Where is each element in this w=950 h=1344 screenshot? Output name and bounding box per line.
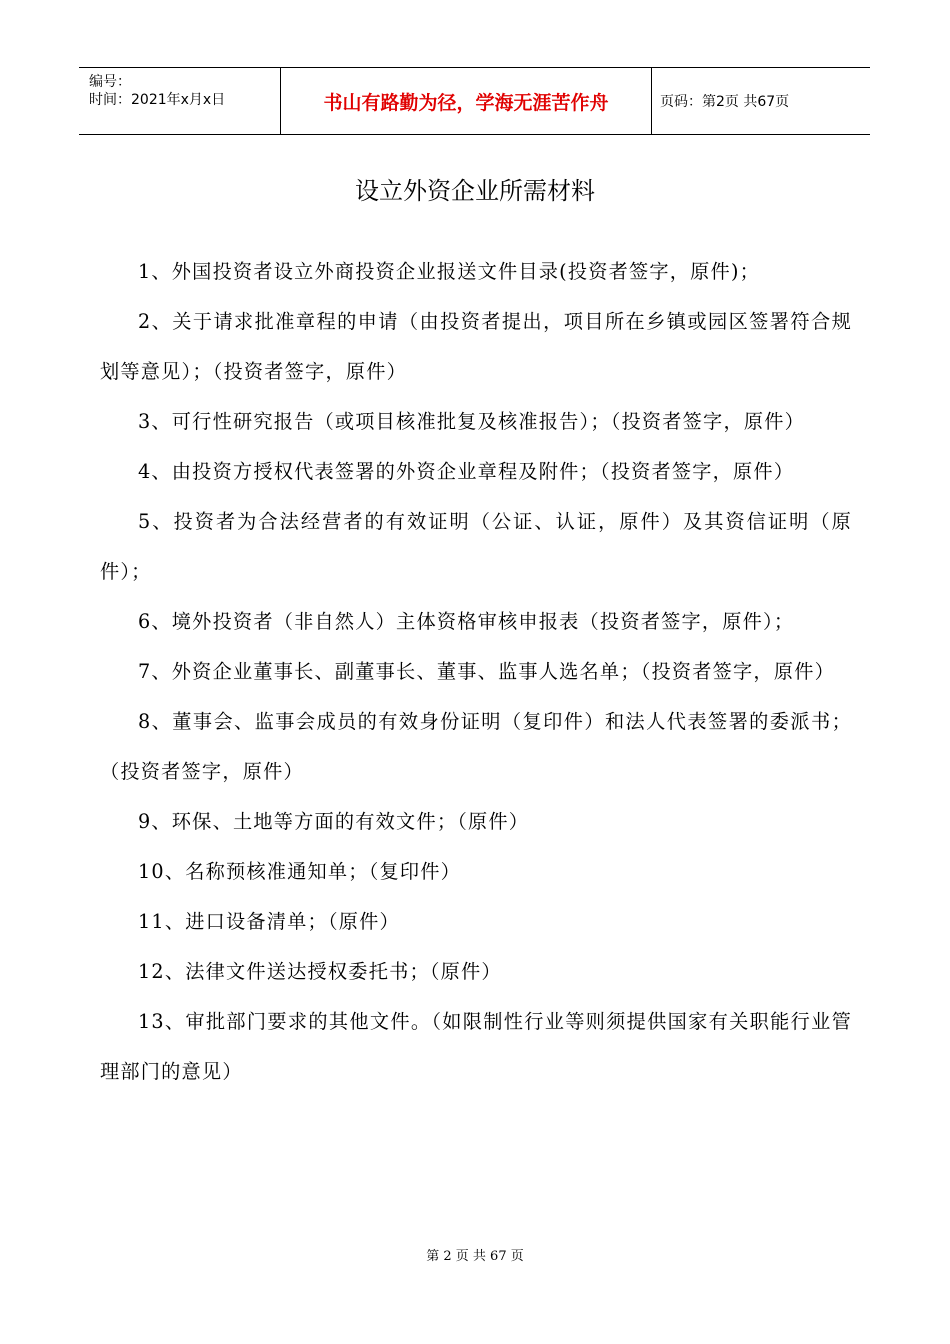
list-item: 8、董事会、监事会成员的有效身份证明（复印件）和法人代表签署的委派书；（投资者签字，原件） bbox=[100, 710, 852, 783]
document-number-label: 编号： bbox=[89, 74, 131, 90]
page-header bbox=[79, 67, 870, 135]
list-item: 10、名称预核准通知单；（复印件） bbox=[138, 860, 462, 883]
list-item: 4、由投资方授权代表签署的外资企业章程及附件；（投资者签字，原件） bbox=[138, 460, 795, 483]
list-item: 1、外国投资者设立外商投资企业报送文件目录(投资者签字，原件)； bbox=[138, 260, 761, 283]
list-item: 13、审批部门要求的其他文件。（如限制性行业等则须提供国家有关职能行业管理部门的意见） bbox=[100, 1010, 852, 1083]
list-item: 11、进口设备清单；（原件） bbox=[138, 910, 400, 933]
list-item: 3、可行性研究报告（或项目核准批复及核准报告）；（投资者签字，原件） bbox=[138, 410, 805, 433]
page-footer: 第 2 页 共 67 页 bbox=[426, 1249, 524, 1264]
header-motto: 书山有路勤为径，学海无涯苦作舟 bbox=[281, 68, 652, 134]
document-date: 时间：2021年x月x日 bbox=[89, 92, 226, 108]
list-item: 12、法律文件送达授权委托书；（原件） bbox=[138, 960, 502, 983]
list-item: 7、外资企业董事长、副董事长、董事、监事人选名单；（投资者签字，原件） bbox=[138, 660, 835, 683]
document-title: 设立外资企业所需材料 bbox=[355, 177, 595, 205]
document-body bbox=[100, 247, 852, 1097]
list-item: 2、关于请求批准章程的申请（由投资者提出，项目所在乡镇或园区签署符合规划等意见）；（投资者签字，原件） bbox=[100, 310, 852, 383]
header-meta bbox=[79, 68, 281, 134]
list-item: 5、投资者为合法经营者的有效证明（公证、认证，原件）及其资信证明（原件）； bbox=[100, 510, 852, 583]
header-page-info: 页码：第2页 共67页 bbox=[660, 94, 790, 110]
list-item: 9、环保、土地等方面的有效文件；（原件） bbox=[138, 810, 530, 833]
list-item: 6、境外投资者（非自然人）主体资格审核申报表（投资者签字，原件）； bbox=[138, 610, 795, 633]
